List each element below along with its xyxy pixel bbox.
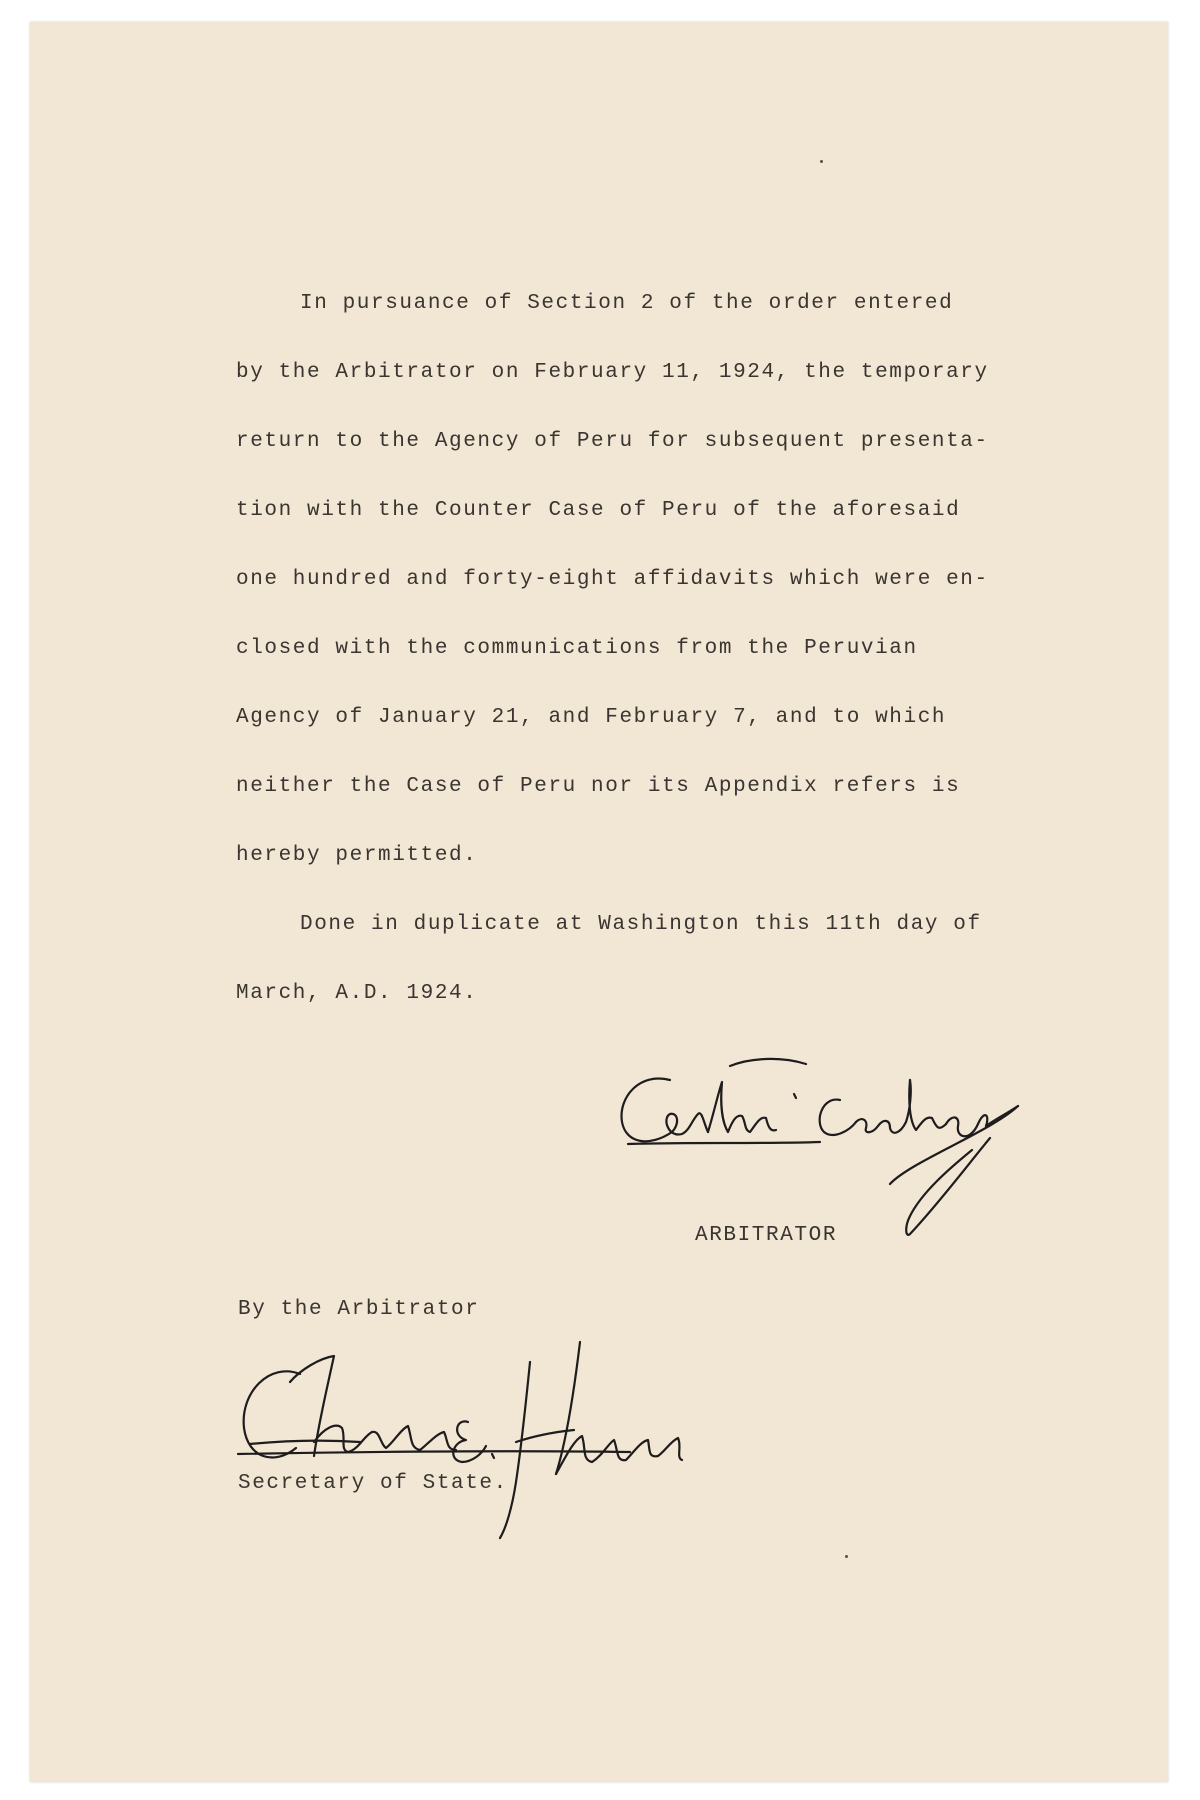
paragraph-1-line-2: by the Arbitrator on February 11, 1924, the temporary: [236, 361, 989, 384]
secretary-of-state-title: Secretary of State.: [238, 1472, 508, 1495]
paragraph-1-line-4: tion with the Counter Case of Peru of the aforesaid: [236, 499, 961, 522]
document-page: [30, 22, 1168, 1782]
arbitrator-title: ARBITRATOR: [695, 1224, 838, 1247]
paragraph-1-line-7: Agency of January 21, and February 7, and to which: [236, 706, 947, 729]
paragraph-1-line-8: neither the Case of Peru nor its Appendix refers is: [236, 775, 961, 798]
by-the-arbitrator-label: By the Arbitrator: [238, 1298, 480, 1321]
paragraph-2-line-2: March, A.D. 1924.: [236, 982, 478, 1005]
arbitrator-signature: [610, 1052, 1050, 1252]
paper-speck: [820, 160, 823, 163]
paper-speck: [845, 1555, 848, 1558]
paragraph-1-line-1: In pursuance of Section 2 of the order entered: [300, 292, 954, 315]
paragraph-1-line-5: one hundred and forty-eight affidavits which were en-: [236, 568, 989, 591]
paragraph-1-line-6: closed with the communications from the Peruvian: [236, 637, 918, 660]
secretary-of-state-signature: [230, 1332, 690, 1542]
paragraph-2-line-1: Done in duplicate at Washington this 11th day of: [300, 913, 982, 936]
paragraph-1-line-9: hereby permitted.: [236, 844, 478, 867]
paragraph-1-line-3: return to the Agency of Peru for subsequent presenta-: [236, 430, 989, 453]
